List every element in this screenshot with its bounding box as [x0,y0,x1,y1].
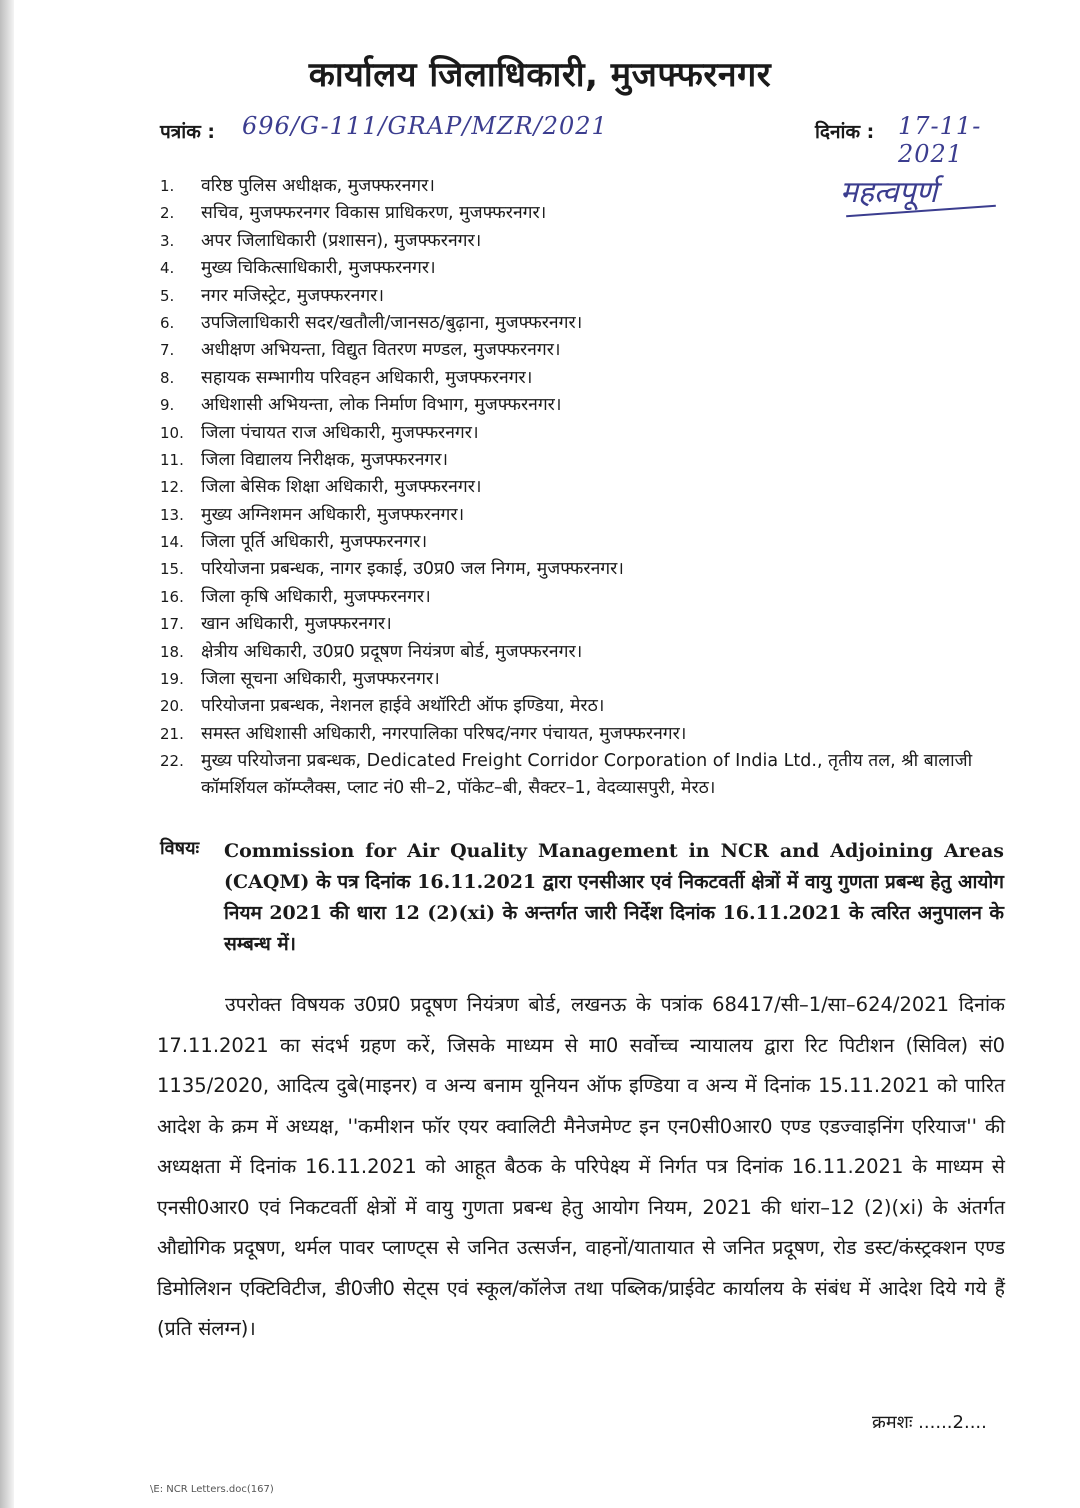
list-item-number: 16. [160,587,184,606]
list-item-text: सचिव, मुजफ्फरनगर विकास प्राधिकरण, मुजफ्फरनगर। [201,203,547,224]
list-item [160,255,1000,282]
list-item-text: जिला सूचना अधिकारी, मुजफ्फरनगर। [201,669,440,690]
list-item-text: उपजिलाधिकारी सदर/खतौली/जानसठ/बुढ़ाना, मुजफ्फरनगर। [201,312,583,333]
list-item-number: 19. [160,670,184,689]
list-item [160,310,1000,337]
list-item-text: जिला पूर्ति अधिकारी, मुजफ्फरनगर। [201,532,428,553]
subject-text: Commission for Air Quality Management in NCR and Adjoining Areas (CAQM) के पत्र दिनांक 16.11.2021 द्वारा एनसीआर एवं निकटवर्ती क्षेत्रों में वायु गुणता प्रबन्ध हेतु आयोग नियम 2021 की धारा 12 (2)(xi) के अन्तर्गत जारी निर्देश दिनांक 16.11.2021 के त्वरित अनुपालन के सम्बन्ध में। [224,840,1004,955]
list-item [160,611,1000,638]
list-item-text: अधिशासी अभियन्ता, लोक निर्माण विभाग, मुजफ्फरनगर। [201,395,562,416]
recipient-list [160,173,1000,802]
list-item-text: जिला कृषि अधिकारी, मुजफ्फरनगर। [201,586,431,607]
list-item-text: परियोजना प्रबन्धक, नेशनल हाईवे अथॉरिटी ऑफ इण्डिया, मेरठ। [201,696,605,717]
list-item [160,337,1000,364]
list-item-text: अपर जिलाधिकारी (प्रशासन), मुजफ्फरनगर। [201,230,482,251]
list-item [160,365,1000,392]
date-label: दिनांक : [815,121,875,143]
list-item [160,693,1000,720]
list-item-number: 11. [160,450,184,469]
list-item-number: 14. [160,533,184,552]
list-item-number: 18. [160,642,184,661]
list-item [160,666,1000,693]
office-title: कार्यालय जिलाधिकारी, मुजफ्फरनगर [308,55,772,95]
list-item-number: 17. [160,615,184,634]
body-paragraph: उपरोक्त विषयक उ0प्र0 प्रदूषण नियंत्रण बोर्ड, लखनऊ के पत्रांक 68417/सी–1/सा–624/2021 दिनांक 17.11.2021 का संदर्भ ग्रहण करें, जिसके माध्यम से मा0 सर्वोच्च न्यायालय द्वारा रिट पिटीशन (सिविल) सं0 1135/2020, आदित्य दुबे(माइनर) व अन्य बनाम यूनियन ऑफ इण्डिया व अन्य में दिनांक 15.11.2021 को पारित आदेश के क्रम में अध्यक्ष, ''कमीशन फॉर एयर क्वालिटी मैनेजमेण्ट इन एन0सी0आर0 एण्ड एडज्वाइनिंग एरियाज'' की अध्यक्षता में दिनांक 16.11.2021 को आहूत बैठक के परिपेक्ष्य में निर्गत पत्र दिनांक 16.11.2021 के माध्यम से एनसी0आर0 एवं निकटवर्ती क्षेत्रों में वायु गुणता प्रबन्ध हेतु आयोग नियम, 2021 की धांरा–12 (2)(xi) के अंतर्गत औद्योगिक प्रदूषण, थर्मल पावर प्लाण्ट्स से जनित उत्सर्जन, वाहनों/यातायात से जनित प्रदूषण, रोड डस्ट/कंस्ट्रक्शन एण्ड डिमोलिशन एक्टिविटीज, डी0जी0 सेट्स एवं स्कूल/कॉलेज तथा पब्लिक/प्राईवेट कार्यालय के संबंध में आदेश दिये गये हैं (प्रति संलग्न)। [157,993,1005,1340]
list-item-number: 9. [160,396,175,415]
list-item [160,748,1000,802]
list-item-text: परियोजना प्रबन्धक, नागर इकाई, उ0प्र0 जल निगम, मुजफ्फरनगर। [201,559,624,580]
continued-marker: क्रमशः ......2.... [872,1412,987,1433]
list-item [160,200,1000,227]
list-item-number: 12. [160,478,184,497]
list-item-number: 1. [160,177,175,195]
date-value: 17-11-2021 [898,112,982,168]
list-item [160,173,1000,200]
list-item [160,502,1000,529]
reference-number: 696/G-111/GRAP/MZR/2021 [242,112,608,140]
list-item-number: 20. [160,697,184,716]
list-item [160,392,1000,419]
footer-file-path: \E: NCR Letters.doc(167) [150,1484,274,1495]
list-item-text: समस्त अधिशासी अधिकारी, नगरपालिका परिषद/नगर पंचायत, मुजफ्फरनगर। [201,723,687,744]
list-item-number: 13. [160,505,184,524]
list-item-text: वरिष्ठ पुलिस अधीक्षक, मुजफ्फरनगर। [201,176,435,196]
list-item-number: 6. [160,313,175,332]
list-item-number: 4. [160,259,175,278]
list-item-number: 15. [160,560,184,579]
list-item [160,474,1000,501]
list-item-text: मुख्य अग्निशमन अधिकारी, मुजफ्फरनगर। [201,504,465,525]
importance-mark: महत्वपूर्ण [840,175,938,210]
list-item-number: 10. [160,423,184,442]
list-item-text: जिला बेसिक शिक्षा अधिकारी, मुजफ्फरनगर। [201,477,482,498]
list-item-number: 22. [160,752,184,771]
list-item-text: क्षेत्रीय अधिकारी, उ0प्र0 प्रदूषण नियंत्रण बोर्ड, मुजफ्फरनगर। [201,641,583,662]
list-item [160,447,1000,474]
list-item [160,228,1000,255]
reference-row [160,112,1030,168]
list-item-number: 5. [160,286,175,305]
list-item-number: 21. [160,724,184,743]
list-item-text: खान अधिकारी, मुजफ्फरनगर। [201,614,392,635]
list-item-text: मुख्य चिकित्साधिकारी, मुजफ्फरनगर। [201,258,436,279]
list-item [160,639,1000,666]
reference-label: पत्रांक : [160,121,216,143]
list-item-number: 8. [160,368,175,387]
list-item [160,283,1000,310]
page-edge-shadow [0,0,14,1508]
subject-label: विषयः [160,838,200,859]
list-item-number: 2. [160,204,175,223]
list-item-text: नगर मजिस्ट्रेट, मुजफ्फरनगर। [201,285,384,306]
list-item-text: अधीक्षण अभियन्ता, विद्युत वितरण मण्डल, मुजफ्फरनगर। [201,340,561,361]
list-item [160,721,1000,748]
list-item [160,420,1000,447]
list-item-number: 3. [160,231,175,250]
list-item-text: जिला विद्यालय निरीक्षक, मुजफ्फरनगर। [201,449,449,470]
list-item-text: सहायक सम्भागीय परिवहन अधिकारी, मुजफ्फरनगर। [201,367,533,388]
list-item-text: जिला पंचायत राज अधिकारी, मुजफ्फरनगर। [201,422,479,443]
list-item-number: 7. [160,341,175,360]
list-item [160,529,1000,556]
list-item-text: मुख्य परियोजना प्रबन्धक, Dedicated Freight Corridor Corporation of India Ltd., तृतीय तल, श्री बालाजी कॉमर्शियल कॉम्प्लैक्स, प्लाट नं0 सी–2, पॉकेट–बी, सैक्टर–1, वेदव्यासपुरी, मेरठ। [201,751,973,799]
list-item [160,556,1000,583]
list-item [160,584,1000,611]
